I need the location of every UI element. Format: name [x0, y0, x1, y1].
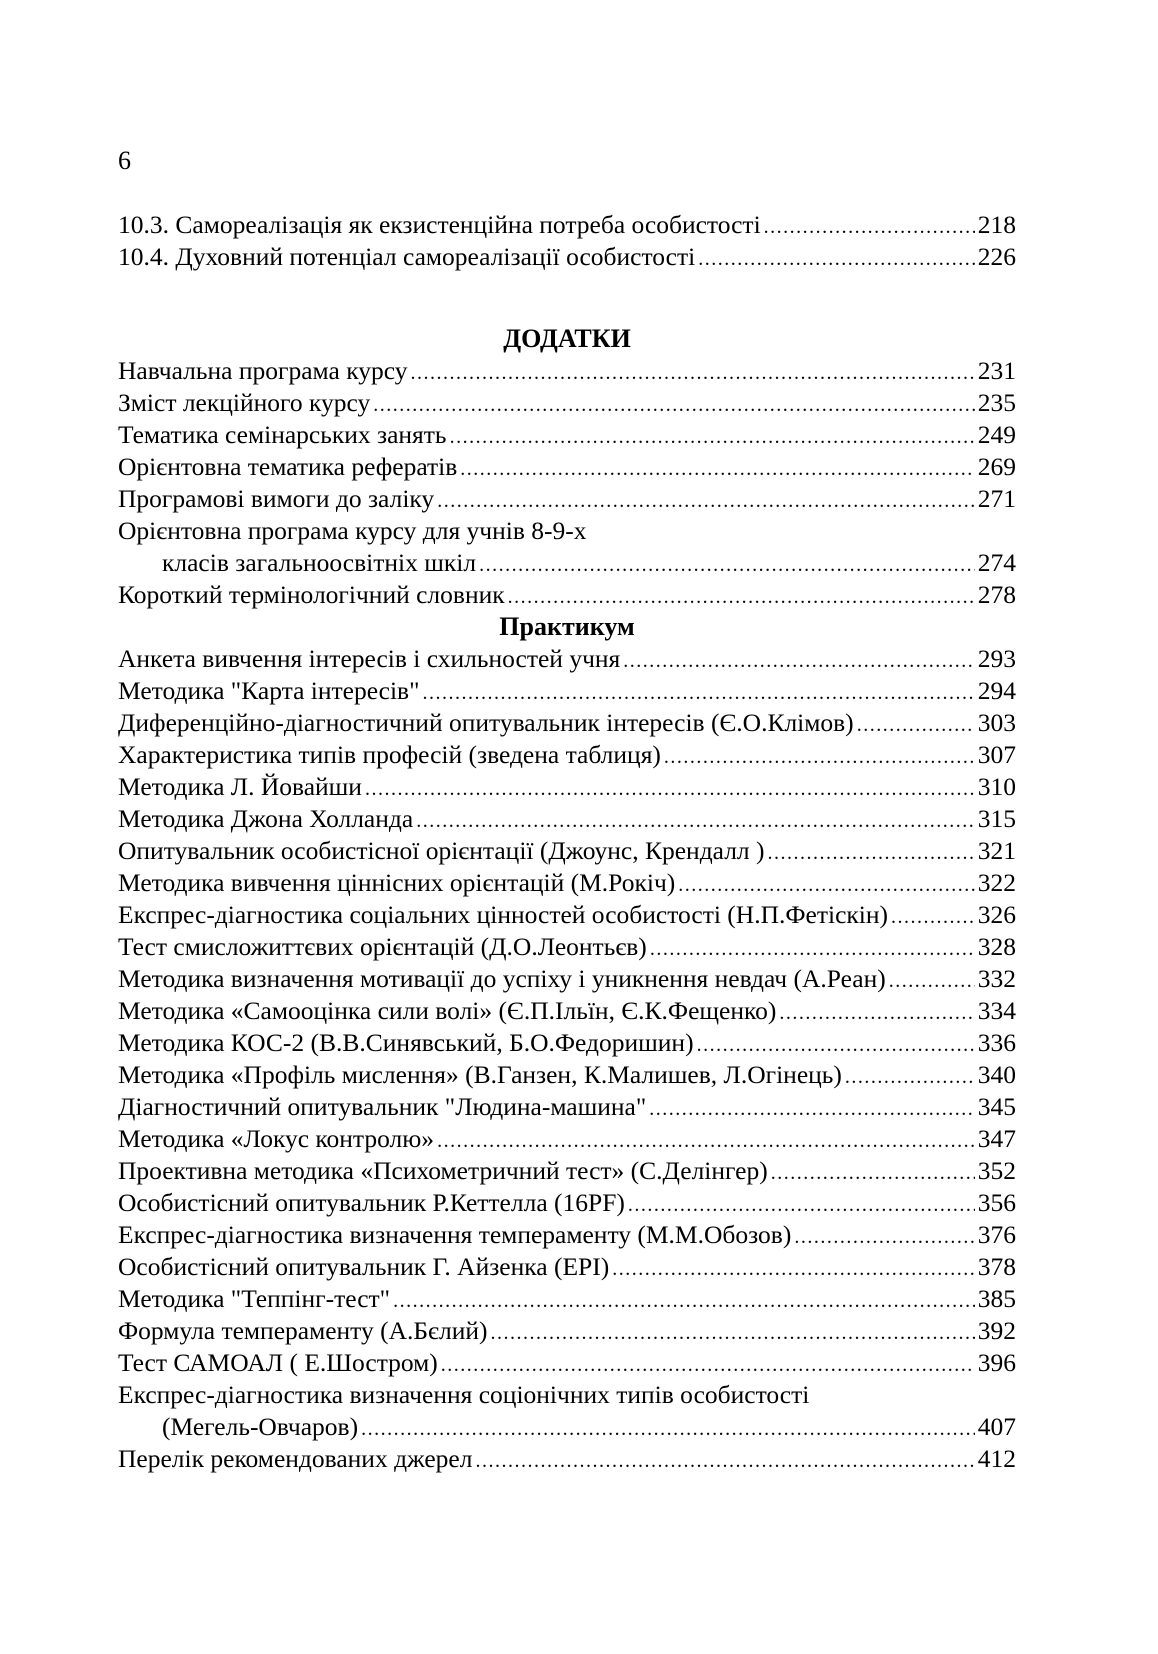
toc-entry-page: 336 [977, 1028, 1016, 1057]
toc-entry-title: Методика «Самооцінка сили волі» (Є.П.Ільїн, Є.К.Фещенко) [118, 996, 777, 1025]
toc-entry [118, 963, 1016, 995]
toc-entry-page: 392 [977, 1316, 1016, 1345]
toc-entry [118, 579, 1016, 611]
toc-entry-title: Методика вивчення ціннісних орієнтацій (М.Рокіч) [118, 868, 676, 897]
dot-leader [373, 389, 975, 421]
dot-leader [491, 1317, 975, 1349]
toc-entry-page: 271 [977, 484, 1016, 513]
toc-entry-title: Методика "Карта інтересів" [118, 676, 420, 705]
toc-entry [118, 1027, 1016, 1059]
toc-entry-page: 378 [977, 1252, 1016, 1281]
toc-entry [118, 867, 1016, 899]
toc-entry-page: 385 [977, 1284, 1016, 1313]
dot-leader [612, 1253, 975, 1285]
toc-entry [118, 1315, 1016, 1347]
toc-entry-page: 218 [977, 210, 1016, 239]
dot-leader [794, 1221, 974, 1253]
toc-entry [118, 355, 1016, 387]
toc-entry-page: 231 [977, 356, 1016, 385]
dot-leader [779, 997, 974, 1029]
toc-entry-title: Програмові вимоги до заліку [118, 484, 435, 513]
toc-entry [118, 1379, 1016, 1411]
toc-entry-title: Діагностичний опитувальник "Людина-машина" [118, 1092, 647, 1121]
toc-entry-title: Методика визначення мотивації до успіху і уникнення невдач (А.Реан) [118, 964, 886, 993]
toc-entry-title: Диференційно-діагностичний опитувальник інтересів (Є.О.Клімов) [118, 708, 854, 737]
dot-leader [764, 211, 975, 243]
toc-entry-title: Методика КОС-2 (В.В.Синявський, Б.О.Федоришин) [118, 1028, 694, 1057]
dot-leader [678, 869, 974, 901]
toc-entry [118, 803, 1016, 835]
dot-leader [423, 677, 975, 709]
toc-entry [118, 1411, 1016, 1443]
dot-leader [891, 901, 975, 933]
appendix-heading: ДОДАТКИ [503, 324, 631, 353]
toc-entry [118, 209, 1016, 241]
toc-entry-title: Експрес-діагностика соціальних цінностей особистості (Н.П.Фетіскін) [118, 900, 889, 929]
toc-entry-page: 345 [977, 1092, 1016, 1121]
toc-entry-title: Методика «Локус контролю» [118, 1124, 435, 1153]
dot-leader [697, 1029, 975, 1061]
toc-entry [118, 1347, 1016, 1379]
dot-leader [508, 581, 975, 613]
toc-entry-page: 310 [977, 772, 1016, 801]
toc-entry-title: Анкета вивчення інтересів і схильностей учня [118, 644, 621, 673]
toc-entry-title: Тест смисложиттєвих орієнтацій (Д.О.Леонтьєв) [118, 932, 647, 961]
toc-entry-page: 326 [977, 900, 1016, 929]
toc-entry-title: Методика "Теппінг-тест" [118, 1284, 391, 1313]
toc-entry-page: 226 [977, 242, 1016, 271]
top-entries-list [118, 209, 1016, 273]
toc-entry-title: (Мегель-Овчаров) [162, 1412, 359, 1441]
toc-entry [118, 835, 1016, 867]
toc-entry-page: 376 [977, 1220, 1016, 1249]
toc-entry-page: 356 [977, 1188, 1016, 1217]
toc-entry-title: Характеристика типів професій (зведена таблиця) [118, 740, 661, 769]
toc-entry [118, 995, 1016, 1027]
toc-entry-title: Формула темпераменту (А.Бєлий) [118, 1316, 488, 1345]
toc-entry [118, 1187, 1016, 1219]
toc-entry-title: Методика Джона Холланда [118, 804, 414, 833]
dot-leader [437, 485, 975, 517]
dot-leader [768, 837, 975, 869]
toc-entry [118, 241, 1016, 273]
dot-leader [450, 421, 975, 453]
toc-entry [118, 1443, 1016, 1475]
toc-entry-page: 249 [977, 420, 1016, 449]
toc-entry [118, 739, 1016, 771]
toc-entry-page: 332 [977, 964, 1016, 993]
toc-entry [118, 1059, 1016, 1091]
dot-leader [365, 773, 975, 805]
toc-entry-page: 352 [977, 1156, 1016, 1185]
toc-entry [118, 387, 1016, 419]
toc-entry-title: 10.3. Самореалізація як екзистенційна потреба особистості [118, 210, 761, 239]
toc-entry-page: 307 [977, 740, 1016, 769]
dot-leader [771, 1157, 975, 1189]
toc-entry-page: 235 [977, 388, 1016, 417]
toc-entry [118, 1251, 1016, 1283]
toc-entry [118, 899, 1016, 931]
toc-entry-page: 407 [977, 1412, 1016, 1441]
toc-entry-title: Експрес-діагностика визначення соціонічних типів особистості [118, 1380, 810, 1409]
toc-entry [118, 515, 1016, 547]
toc-entry-page: 321 [977, 836, 1016, 865]
toc-entry-page: 340 [977, 1060, 1016, 1089]
toc-entry-title: 10.4. Духовний потенціал самореалізації особистості [118, 242, 696, 271]
toc-entry [118, 1155, 1016, 1187]
toc-entry-page: 278 [977, 580, 1016, 609]
dot-leader [416, 805, 975, 837]
toc-entry [118, 1123, 1016, 1155]
dot-leader [475, 1445, 974, 1477]
table-of-contents [118, 209, 1016, 1475]
toc-entry [118, 451, 1016, 483]
page-number: 6 [118, 146, 131, 175]
toc-entry-page: 347 [977, 1124, 1016, 1153]
toc-entry [118, 675, 1016, 707]
toc-entry-page: 315 [977, 804, 1016, 833]
toc-entry [118, 931, 1016, 963]
toc-entry [118, 771, 1016, 803]
toc-entry-title: Орієнтовна тематика рефератів [118, 452, 458, 481]
toc-entry-page: 274 [977, 548, 1016, 577]
practicum-heading: Практикум [499, 612, 635, 641]
dot-leader [393, 1285, 975, 1317]
toc-entry-page: 293 [977, 644, 1016, 673]
toc-entry [118, 1283, 1016, 1315]
toc-entry-title: Особистісний опитувальник Г. Айзенка (EPI) [118, 1252, 610, 1281]
toc-entry-title: Тест САМОАЛ ( Е.Шостром) [118, 1348, 438, 1377]
dot-leader [664, 741, 975, 773]
toc-entry-page: 328 [977, 932, 1016, 961]
toc-entry-page: 303 [977, 708, 1016, 737]
dot-leader [460, 453, 975, 485]
dot-leader [698, 243, 975, 275]
toc-entry-page: 396 [977, 1348, 1016, 1377]
dot-leader [857, 709, 975, 741]
toc-entry-title: Навчальна програма курсу [118, 356, 408, 385]
toc-entry-title: класів загальноосвітніх шкіл [162, 548, 477, 577]
toc-entry [118, 643, 1016, 675]
toc-entry-title: Експрес-діагностика визначення темпераменту (М.М.Обозов) [118, 1220, 792, 1249]
toc-entry-title: Зміст лекційного курсу [118, 388, 371, 417]
toc-entry [118, 419, 1016, 451]
dot-leader [649, 1093, 974, 1125]
dot-leader [623, 645, 974, 677]
dot-leader [437, 1125, 975, 1157]
dot-leader [650, 933, 975, 965]
toc-entry-title: Методика Л. Йовайши [118, 772, 362, 801]
dot-leader [628, 1189, 975, 1221]
dot-leader [410, 357, 974, 389]
toc-entry-title: Перелік рекомендованих джерел [118, 1444, 473, 1473]
toc-entry-title: Особистісний опитувальник Р.Кеттелла (16PF) [118, 1188, 625, 1217]
toc-entry-page: 269 [977, 452, 1016, 481]
dot-leader [479, 549, 975, 581]
toc-entry [118, 1219, 1016, 1251]
dot-leader [361, 1413, 975, 1445]
toc-entry-title: Орієнтовна програма курсу для учнів 8-9-х [118, 516, 587, 545]
toc-entry-title: Тематика семінарських занять [118, 420, 447, 449]
toc-entry [118, 707, 1016, 739]
dot-leader [889, 965, 975, 997]
toc-entry-title: Короткий термінологічний словник [118, 580, 505, 609]
section-gap [118, 273, 1016, 323]
toc-entry [118, 1091, 1016, 1123]
dot-leader [845, 1061, 975, 1093]
toc-entry-page: 294 [977, 676, 1016, 705]
toc-entry-page: 322 [977, 868, 1016, 897]
practicum-entries-list [118, 643, 1016, 1475]
toc-entry-title: Проективна методика «Психометричний тест» (С.Делінгер) [118, 1156, 768, 1185]
toc-entry-page: 412 [977, 1444, 1016, 1473]
toc-entry [118, 547, 1016, 579]
toc-entry-page: 334 [977, 996, 1016, 1025]
toc-entry-title: Методика «Профіль мислення» (В.Ганзен, К.Малишев, Л.Огінець) [118, 1060, 842, 1089]
appendix-entries-list [118, 355, 1016, 611]
toc-entry [118, 483, 1016, 515]
dot-leader [441, 1349, 975, 1381]
toc-entry-title: Опитувальник особистісної орієнтації (Джоунс, Крендалл ) [118, 836, 765, 865]
